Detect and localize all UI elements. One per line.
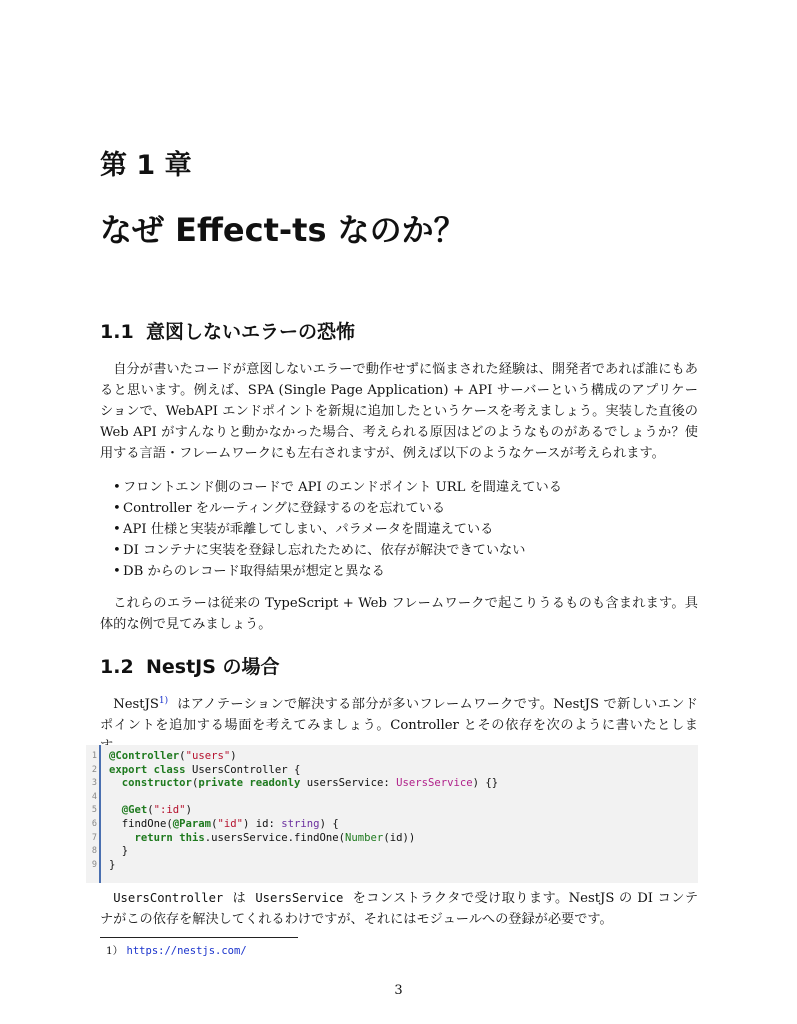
footnote-marker: 1） — [106, 945, 124, 957]
paragraph-lead: NestJS — [113, 697, 159, 712]
paragraph-text: これらのエラーは従来の TypeScript + Web フレームワークで起こりうるものも含まれます。具体的な例で見てみましょう。 — [100, 596, 698, 632]
code-line: constructor(private readonly usersService: UsersService) {} — [121, 777, 499, 790]
code-token: readonly — [249, 777, 301, 790]
code-line — [109, 791, 498, 805]
paragraph-text: は — [232, 891, 247, 906]
code-token: Number — [345, 831, 384, 844]
code-token: } — [121, 845, 129, 858]
code-token: string — [281, 817, 320, 830]
code-token: "users" — [185, 750, 231, 762]
code-token: UsersController { — [185, 763, 301, 776]
code-token: export — [109, 763, 148, 776]
chapter-title: なぜ Effect-ts なのか？ — [100, 211, 466, 249]
code-token: .usersService.findOne( — [204, 831, 346, 844]
paragraph-text: 自分が書いたコードが意図しないエラーで動作せずに悩まされた経験は、開発者であれば誰にもあると思います。例えば、SPA (Single Page Application) + API サーバーという構成のアプリケーションで、WebAPI エンドポイントを新規に追加したというケースを考えましょう。実装した直後の Web API がすんなりと動かなかった場合、考えられる原因はどのようなものがあるでしょうか？使用する言語・フレームワークにも左右されますが、例えば以下のようなケースが考えられます。 — [100, 362, 698, 461]
footnote-link[interactable]: https://nestjs.com/ — [126, 945, 247, 957]
inline-code: UsersController — [113, 891, 224, 905]
code-block — [86, 745, 698, 883]
section-heading-1-1 — [100, 317, 355, 344]
section-number: 1.2 — [100, 656, 134, 678]
code-token: "id" — [217, 817, 243, 830]
section-number: 1.1 — [100, 321, 134, 343]
code-token: ) {} — [472, 777, 499, 790]
code-line: @Controller("users") — [109, 750, 237, 762]
line-number: 8 — [91, 846, 97, 857]
page-number: 3 — [394, 983, 403, 998]
footnote-ref-link[interactable]: 1) — [158, 696, 169, 706]
code-line: @Get(":id") — [121, 804, 192, 817]
footnote-divider — [100, 937, 298, 938]
code-token: } — [109, 858, 116, 871]
section-heading-1-2 — [100, 652, 280, 679]
line-number: 2 — [91, 764, 97, 775]
code-token: ":id" — [153, 804, 186, 817]
code-line — [109, 859, 498, 873]
code-accent-bar — [99, 745, 101, 883]
line-number: 4 — [91, 791, 97, 802]
line-number: 3 — [91, 778, 97, 789]
code-token: UsersService — [396, 777, 473, 790]
code-token: id — [249, 817, 269, 830]
code-token: constructor — [121, 777, 192, 790]
inline-code: UsersService — [255, 891, 344, 905]
line-numbers — [86, 750, 97, 872]
code-token: usersService — [300, 777, 384, 790]
line-number: 9 — [91, 859, 97, 870]
section-title: NestJS の場合 — [146, 656, 280, 678]
line-number: 7 — [91, 832, 97, 843]
code-token: private — [198, 777, 243, 790]
code-line — [109, 845, 498, 859]
code-token: ) { — [319, 817, 339, 830]
list-item: • フロントエンド側のコードで API のエンドポイント URL を間違えている — [113, 477, 562, 498]
line-number: 5 — [91, 805, 97, 816]
code-token: this — [179, 831, 205, 844]
code-token: @Controller — [109, 750, 180, 762]
paragraph-di — [100, 888, 698, 930]
paragraph-summary — [100, 593, 698, 635]
code-token: return — [134, 831, 173, 844]
paragraph-intro — [100, 359, 698, 464]
code-lines — [109, 750, 498, 872]
line-number: 6 — [91, 818, 97, 829]
code-line: findOne(@Param("id") id: string) { — [121, 817, 339, 830]
list-item: • API 仕様と実装が乖離してしまい、パラメータを間違えている — [113, 519, 562, 540]
code-token: (id)) — [383, 831, 416, 844]
code-token: @Param — [172, 817, 212, 830]
footnote — [106, 943, 247, 958]
bullet-list — [113, 477, 562, 582]
code-line — [109, 764, 498, 778]
code-token: class — [153, 763, 186, 776]
list-item: • Controller をルーティングに登録するのを忘れている — [113, 498, 562, 519]
list-item: • DB からのレコード取得結果が想定と異なる — [113, 561, 562, 582]
code-line — [109, 832, 498, 846]
chapter-label: 第 1 章 — [100, 150, 192, 181]
paragraph-text: はアノテーションで解決する部分が多いフレームワークです。NestJS で新しいエンドポイントを追加する場面を考えてみましょう。Controller とその依存を次のように書いたとしま — [100, 697, 698, 733]
paragraph-text: をコンストラクタで受け取ります。NestJS の DI コンテナがこの依存を解決してくれるわけですが、それにはモジュールへの登録が必要です。 — [100, 891, 699, 927]
code-token: findOne( — [121, 817, 173, 830]
list-item: • DI コンテナに実装を登録し忘れたために、依存が解決できていない — [113, 540, 562, 561]
code-token: @Get — [121, 804, 148, 817]
section-title: 意図しないエラーの恐怖 — [146, 321, 356, 343]
line-number: 1 — [91, 751, 97, 761]
